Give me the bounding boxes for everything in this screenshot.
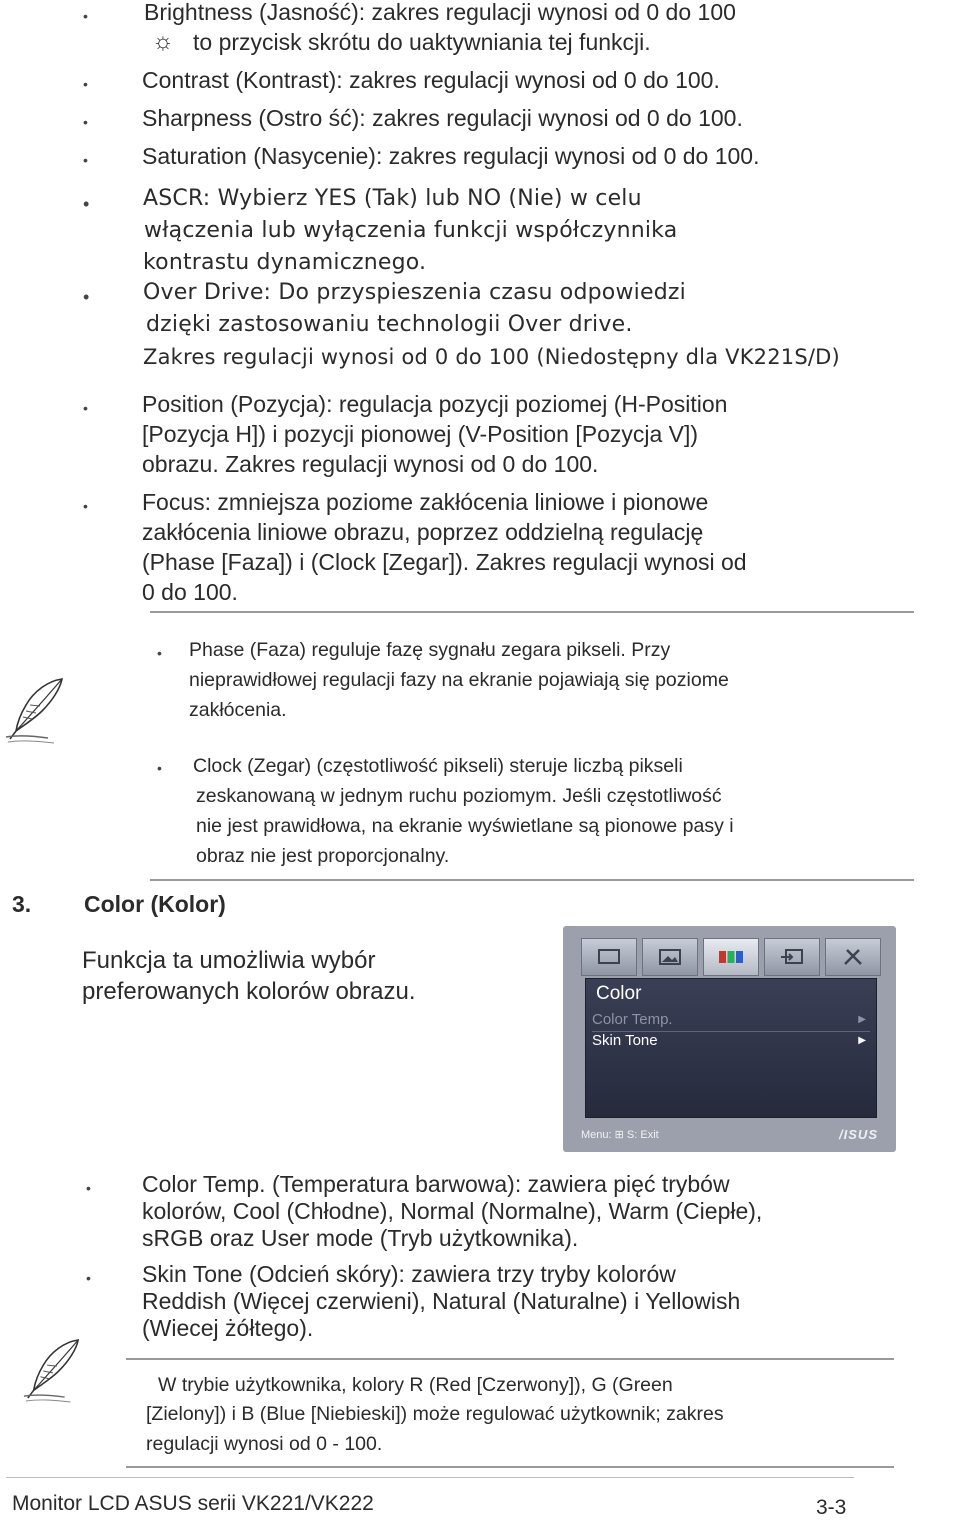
section-number: 3. (12, 891, 32, 917)
position-line-3: obrazu. Zakres regulacji wynosi od 0 do 100. (142, 451, 599, 477)
color-temp-line-2: kolorów, Cool (Chłodne), Normal (Normalne), Warm (Ciepłe), (142, 1198, 763, 1224)
monitor-icon (598, 949, 620, 965)
footer-rule (6, 1477, 854, 1478)
focus-line-4: 0 do 100. (142, 579, 238, 605)
position-line-1: Position (Pozycja): regulacja pozycji poziomej (H-Position (142, 391, 728, 417)
ascr-line-2: włączenia lub wyłączenia funkcji współczynnika (144, 218, 678, 243)
phase-line-1: Phase (Faza) reguluje fazę sygnału zegara pikseli. Przy (189, 639, 671, 661)
saturation-line: Saturation (Nasycenie): zakres regulacji wynosi od 0 do 100. (142, 143, 760, 169)
contrast-line: Contrast (Kontrast): zakres regulacji wynosi od 0 do 100. (142, 67, 720, 93)
skin-tone-line-3: (Wiecej żółtego). (142, 1315, 314, 1341)
footer-title: Monitor LCD ASUS serii VK221/VK222 (12, 1492, 374, 1515)
ascr-line-3: kontrastu dynamicznego. (143, 250, 427, 275)
brightness-line-1: Brightness (Jasność): zakres regulacji wynosi od 0 do 100 (144, 0, 736, 25)
note-line-2: [Zielony]) i B (Blue [Niebieski]) może regulować użytkownik; zakres (146, 1403, 724, 1425)
skin-tone-line-1: Skin Tone (Odcień skóry): zawiera trzy tryby kolorów (142, 1261, 676, 1287)
focus-line-2: zakłócenia liniowe obrazu, poprzez oddzielną regulację (142, 519, 704, 545)
bullet: • (83, 114, 88, 130)
focus-line-1: Focus: zmniejsza poziome zakłócenia liniowe i pionowe (142, 489, 709, 515)
clock-line-4: obraz nie jest proporcjonalny. (196, 845, 450, 867)
bullet: • (83, 287, 90, 307)
section-title: Color (Kolor) (84, 891, 226, 917)
ascr-line-1: ASCR: Wybierz YES (Tak) lub NO (Nie) w celu (143, 186, 642, 211)
osd-title: Color (596, 983, 642, 1004)
image-icon (659, 949, 681, 965)
asus-logo: /ISUS (839, 1127, 878, 1142)
position-line-2: [Pozycja H]) i pozycji pionowej (V-Position [Pozycja V]) (142, 421, 699, 447)
osd-item-skin-tone (592, 1031, 870, 1050)
sun-icon: ☼ (152, 28, 174, 55)
bullet: • (83, 400, 88, 416)
phase-line-3: zakłócenia. (189, 699, 287, 721)
osd-tab-input (764, 938, 820, 976)
color-temp-line-1: Color Temp. (Temperatura barwowa): zawiera pięć trybów (142, 1171, 730, 1197)
overdrive-line-1: Over Drive: Do przyspieszenia czasu odpowiedzi (143, 280, 686, 305)
osd-tab-splendid (581, 938, 637, 976)
divider (150, 879, 914, 881)
bullet: • (83, 194, 90, 214)
page-number: 3-3 (816, 1496, 847, 1519)
osd-panel (585, 978, 877, 1118)
bullet: • (83, 76, 88, 92)
section-desc-line-2: preferowanych kolorów obrazu. (82, 978, 416, 1005)
divider (126, 1466, 894, 1468)
brightness-line-2: to przycisk skrótu do uaktywniania tej funkcji. (193, 29, 651, 55)
note-line-3: regulacji wynosi od 0 - 100. (146, 1433, 383, 1455)
osd-tab-color (703, 938, 759, 976)
clock-line-1: Clock (Zegar) (częstotliwość pikseli) steruje liczbą pikseli (193, 755, 683, 777)
note-line-1: W trybie użytkownika, kolory R (Red [Czerwony]), G (Green (158, 1374, 673, 1396)
osd-tab-bar (581, 938, 881, 976)
osd-footer: Menu: ⊞ S: Exit (581, 1129, 659, 1141)
osd-item-color-temp (592, 1011, 870, 1029)
clock-line-3: nie jest prawidłowa, na ekranie wyświetlane są pionowe pasy i (196, 815, 734, 837)
color-bars-icon (718, 949, 744, 965)
osd-item-label: Skin Tone (592, 1032, 658, 1049)
phase-line-2: nieprawidłowej regulacji fazy na ekranie pojawiają się poziome (189, 669, 729, 691)
color-temp-line-3: sRGB oraz User mode (Tryb użytkownika). (142, 1225, 579, 1251)
overdrive-line-2: dzięki zastosowaniu technologii Over drive. (146, 312, 633, 337)
osd-color-menu-screenshot (563, 926, 896, 1152)
bullet: • (86, 1180, 91, 1196)
section-desc-line-1: Funkcja ta umożliwia wybór (82, 947, 376, 974)
osd-tab-image (642, 938, 698, 976)
feather-pen-icon (22, 1336, 84, 1404)
input-select-icon (780, 949, 804, 965)
osd-tab-system (825, 938, 881, 976)
arrow-right-icon: ▶ (858, 1035, 866, 1046)
feather-pen-icon (4, 675, 68, 745)
bullet: • (83, 498, 88, 514)
bullet: • (86, 1270, 91, 1286)
osd-item-label: Color Temp. (592, 1011, 673, 1028)
bullet: • (83, 8, 88, 24)
divider (126, 1358, 894, 1360)
bullet: • (83, 152, 88, 168)
bullet: • (157, 760, 162, 776)
skin-tone-line-2: Reddish (Więcej czerwieni), Natural (Naturalne) i Yellowish (142, 1288, 741, 1314)
clock-line-2: zeskanowaną w jednym ruchu poziomym. Jeśli częstotliwość (196, 785, 722, 807)
arrow-right-icon: ▶ (858, 1014, 866, 1025)
overdrive-line-3: Zakres regulacji wynosi od 0 do 100 (Niedostępny dla VK221S/D) (143, 345, 840, 369)
bullet: • (157, 645, 162, 661)
sharpness-line: Sharpness (Ostro ść): zakres regulacji wynosi od 0 do 100. (142, 105, 743, 131)
divider (150, 611, 914, 613)
focus-line-3: (Phase [Faza]) i (Clock [Zegar]). Zakres regulacji wynosi od (142, 549, 747, 575)
tools-icon (843, 948, 863, 966)
